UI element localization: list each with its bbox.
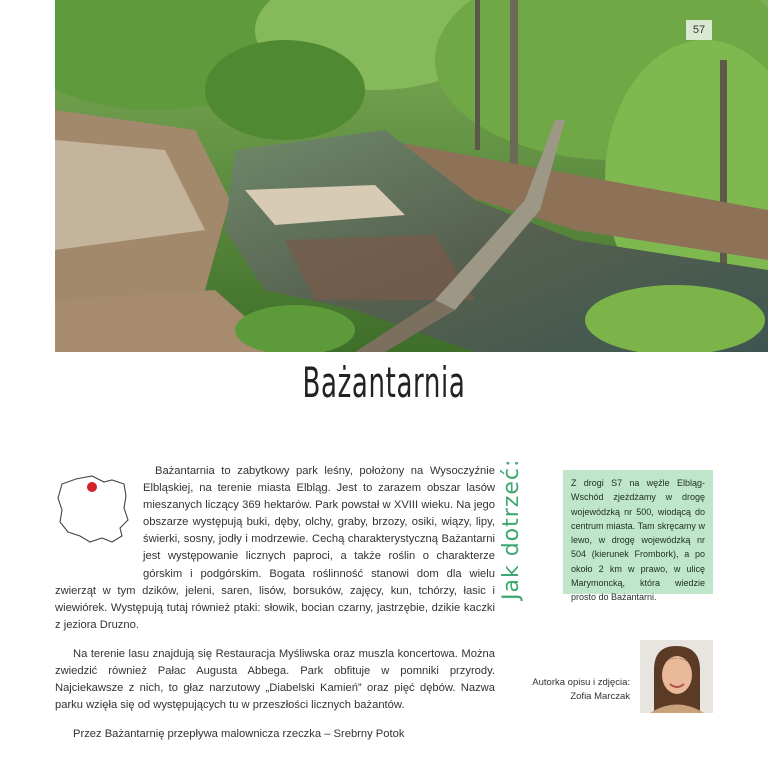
directions-text: Z drogi S7 na węźle Elbląg-Wschód zjeżdżamy w drogę wojewódzką nr 500, wiodącą do centrum miasta. Tam skręcamy w lewo, w drogę wojewódzką nr 504 (kierunek Frombork), a po około 2 km w prawo, w ulicę Marymoncką, która wiedzie prosto do Bażantarni. [571, 478, 705, 603]
directions-heading: Jak dotrzeć: [499, 458, 524, 600]
author-label: Autorka opisu i zdjęcia: [532, 677, 630, 688]
paragraph-3: Przez Bażantarnię przepływa malownicza rzeczka – Srebrny Potok [73, 728, 405, 741]
directions-box [563, 470, 713, 603]
author-photo [640, 640, 713, 713]
paragraph-2: Na terenie lasu znajdują się Restauracja Myśliwska oraz muszla koncertowa. Można zwiedzić również Pałac Augusta Abbega. Park obfituje w pomniki przyrody. Najciekawsze z nich, to głaz narzutowy „Diabelski Kamień” oraz pięć dębów. Nazwa parku wzięła się od występujących tu w przeszłości licznych bażantów. [55, 647, 495, 712]
paragraph-1-text: Bażantarnia to zabytkowy park leśny, położony na Wysoczyźnie Elbląskiej, na terenie miasta Elbląg. Jest to zarazem obszar lasów mieszanych liczący 369 hektarów. Park powstał w XVIII wieku. Na jego obszarze występują buki, dęby, olchy, graby, brzozy, osiki, wiązy, lipy, świerki, sosny, jodły i modrzewie. Cechą charakterystyczną Bażantarni jest występowanie licznych paproci, a także roślin o charakterze górskim i podgórskim. Bogata roślinność stanowi dom dla wielu zwierząt w tym dzików, jeleni, saren, lisów, borsuków, zajęcy, kun, tchórzy, łasic i wiewiórek. Występują tutaj również ptaki: słowik, bocian czarny, jastrzębie, dzikie kaczki z jeziora Druzno. [55, 465, 495, 631]
forest-stream-photo [55, 0, 768, 352]
article-body [55, 463, 495, 755]
paragraph-1 [55, 463, 495, 634]
author-caption [520, 676, 630, 704]
page-number: 57 [686, 20, 712, 40]
author-name: Zofia Marczak [570, 691, 630, 702]
page-title: Bażantarnia [302, 358, 466, 407]
